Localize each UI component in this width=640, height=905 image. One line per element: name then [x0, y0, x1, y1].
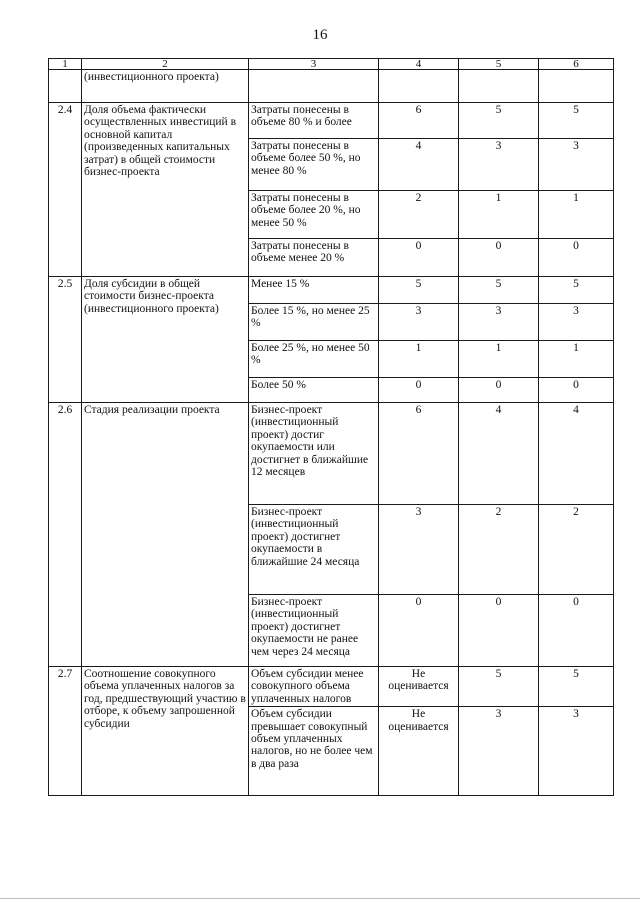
score-col-4: 6	[379, 103, 459, 139]
score-col-4: Не оценивается	[379, 707, 459, 796]
score-col-5: 2	[459, 505, 539, 595]
column-header-6: 6	[539, 59, 614, 70]
continuation-num-cell	[49, 70, 82, 103]
criterion-number: 2.7	[49, 667, 82, 796]
continuation-name: (инвестиционного проекта)	[82, 70, 249, 103]
score-col-5: 3	[459, 139, 539, 191]
score-col-4: Не оценивается	[379, 667, 459, 707]
condition-cell: Бизнес-проект (инвестиционный проект) достиг окупаемости или достигнет в ближайшие 12 месяцев	[249, 403, 379, 505]
criterion-name: Стадия реализации проекта	[82, 403, 249, 667]
continuation-cell-4	[379, 70, 459, 103]
condition-cell: Объем субсидии менее совокупного объема уплаченных налогов	[249, 667, 379, 707]
column-header-2: 2	[82, 59, 249, 70]
condition-cell: Более 50 %	[249, 378, 379, 403]
score-col-6: 3	[539, 707, 614, 796]
condition-cell: Менее 15 %	[249, 277, 379, 304]
condition-cell: Затраты понесены в объеме более 50 %, но менее 80 %	[249, 139, 379, 191]
score-col-6: 5	[539, 103, 614, 139]
score-col-4: 6	[379, 403, 459, 505]
score-col-5: 3	[459, 707, 539, 796]
score-col-5: 4	[459, 403, 539, 505]
score-col-5: 0	[459, 239, 539, 277]
table-row	[49, 667, 614, 707]
criterion-number: 2.6	[49, 403, 82, 667]
score-col-6: 0	[539, 595, 614, 667]
condition-cell: Затраты понесены в объеме более 20 %, но менее 50 %	[249, 191, 379, 239]
score-col-6: 5	[539, 277, 614, 304]
condition-cell: Бизнес-проект (инвестиционный проект) достигнет окупаемости в ближайшие 24 месяца	[249, 505, 379, 595]
page-number: 16	[312, 27, 328, 43]
page-bottom-rule	[0, 898, 640, 899]
score-col-5: 5	[459, 667, 539, 707]
condition-cell: Объем субсидии превышает совокупный объем уплаченных налогов, но не более чем в два раза	[249, 707, 379, 796]
table-row	[49, 277, 614, 304]
continuation-cell-6	[539, 70, 614, 103]
score-col-6: 5	[539, 667, 614, 707]
score-col-5: 0	[459, 378, 539, 403]
condition-cell: Более 15 %, но менее 25 %	[249, 304, 379, 341]
condition-cell: Затраты понесены в объеме менее 20 %	[249, 239, 379, 277]
score-col-4: 0	[379, 378, 459, 403]
score-col-5: 5	[459, 103, 539, 139]
condition-cell: Более 25 %, но менее 50 %	[249, 341, 379, 378]
score-col-6: 0	[539, 239, 614, 277]
column-number-row	[49, 59, 614, 70]
criterion-number: 2.5	[49, 277, 82, 403]
continuation-cell-5	[459, 70, 539, 103]
column-header-3: 3	[249, 59, 379, 70]
criteria-table	[48, 58, 614, 796]
score-col-6: 3	[539, 139, 614, 191]
continuation-cell-3	[249, 70, 379, 103]
score-col-4: 0	[379, 239, 459, 277]
score-col-6: 3	[539, 304, 614, 341]
table-row	[49, 403, 614, 505]
criterion-name: Соотношение совокупного объема уплаченных налогов за год, предшествующий участию в отборе, к объему запрошенной субсидии	[82, 667, 249, 796]
score-col-4: 2	[379, 191, 459, 239]
column-header-1: 1	[49, 59, 82, 70]
score-col-5: 1	[459, 341, 539, 378]
score-col-6: 1	[539, 341, 614, 378]
criterion-name: Доля объема фактически осуществленных инвестиций в основной капитал (произведенных капитальных затрат) в общей стоимости бизнес-проекта	[82, 103, 249, 277]
criterion-name: Доля субсидии в общей стоимости бизнес-проекта (инвестиционного проекта)	[82, 277, 249, 403]
table-row	[49, 103, 614, 139]
continuation-row	[49, 70, 614, 103]
score-col-4: 1	[379, 341, 459, 378]
criterion-number: 2.4	[49, 103, 82, 277]
score-col-5: 5	[459, 277, 539, 304]
score-col-4: 5	[379, 277, 459, 304]
score-col-6: 2	[539, 505, 614, 595]
score-col-4: 0	[379, 595, 459, 667]
column-header-5: 5	[459, 59, 539, 70]
score-col-6: 1	[539, 191, 614, 239]
score-col-6: 4	[539, 403, 614, 505]
score-col-5: 3	[459, 304, 539, 341]
score-col-4: 4	[379, 139, 459, 191]
score-col-6: 0	[539, 378, 614, 403]
score-col-4: 3	[379, 304, 459, 341]
column-header-4: 4	[379, 59, 459, 70]
score-col-5: 0	[459, 595, 539, 667]
score-col-5: 1	[459, 191, 539, 239]
score-col-4: 3	[379, 505, 459, 595]
condition-cell: Затраты понесены в объеме 80 % и более	[249, 103, 379, 139]
condition-cell: Бизнес-проект (инвестиционный проект) достигнет окупаемости не ранее чем через 24 месяца	[249, 595, 379, 667]
